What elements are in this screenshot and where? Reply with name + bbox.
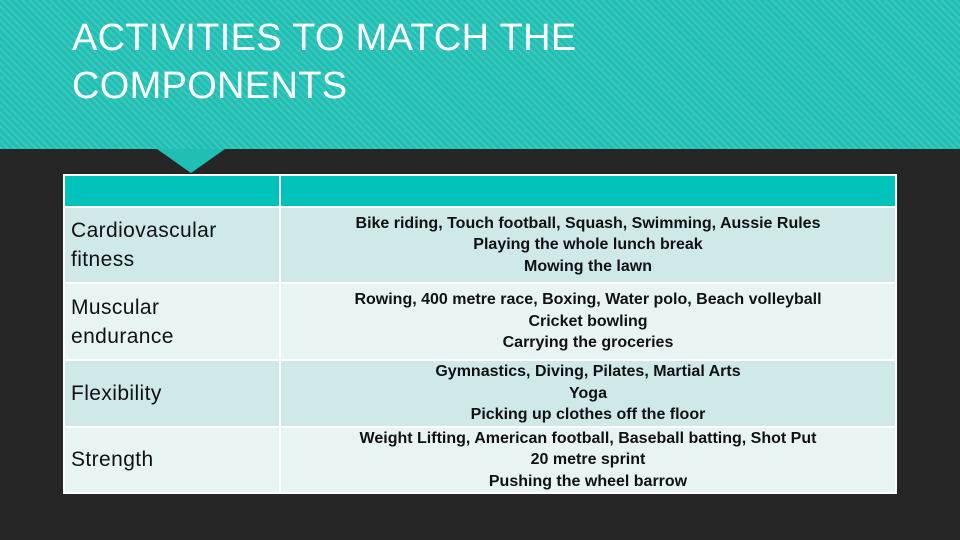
header-cell-component (64, 175, 280, 207)
table-row (64, 427, 896, 494)
table-row (64, 207, 896, 283)
slide-title-line-1: ACTIVITIES TO MATCH THE (72, 17, 577, 59)
activities-cell (280, 207, 896, 283)
component-label-line: fitness (71, 248, 135, 271)
components-table (63, 174, 897, 494)
component-label (64, 207, 280, 283)
table-row (64, 360, 896, 427)
activity-line: Yoga (569, 384, 607, 402)
component-label: Strength (64, 427, 280, 494)
banner-notch (157, 149, 225, 173)
slide-title-line-2: COMPONENTS (72, 65, 348, 107)
table-row (64, 283, 896, 360)
component-label-line: endurance (71, 324, 174, 348)
component-label-line: Cardiovascular (71, 219, 217, 242)
activities-cell (280, 427, 896, 494)
component-label (64, 283, 280, 360)
activities-cell (280, 360, 896, 427)
activity-line: Bike riding, Touch football, Squash, Swimming, Aussie Rules (355, 214, 821, 232)
component-label-line: Muscular (71, 295, 160, 319)
activity-line: Carrying the groceries (502, 334, 674, 352)
component-label: Flexibility (64, 360, 280, 427)
activity-line: 20 metre sprint (530, 451, 646, 468)
activity-line: Gymnastics, Diving, Pilates, Martial Arts (435, 363, 741, 380)
activities-cell (280, 283, 896, 360)
activity-line: Cricket bowling (528, 312, 648, 330)
activity-line: Weight Lifting, American football, Baseball batting, Shot Put (359, 429, 817, 447)
activity-line: Playing the whole lunch break (473, 236, 703, 254)
activity-line: Picking up clothes off the floor (470, 406, 706, 423)
activity-line: Rowing, 400 metre race, Boxing, Water polo, Beach volleyball (354, 291, 822, 309)
table-header-row (64, 175, 896, 207)
header-cell-activities (280, 175, 896, 207)
activity-line: Mowing the lawn (524, 257, 652, 275)
slide-title (72, 14, 792, 110)
activity-line: Pushing the wheel barrow (488, 472, 688, 490)
